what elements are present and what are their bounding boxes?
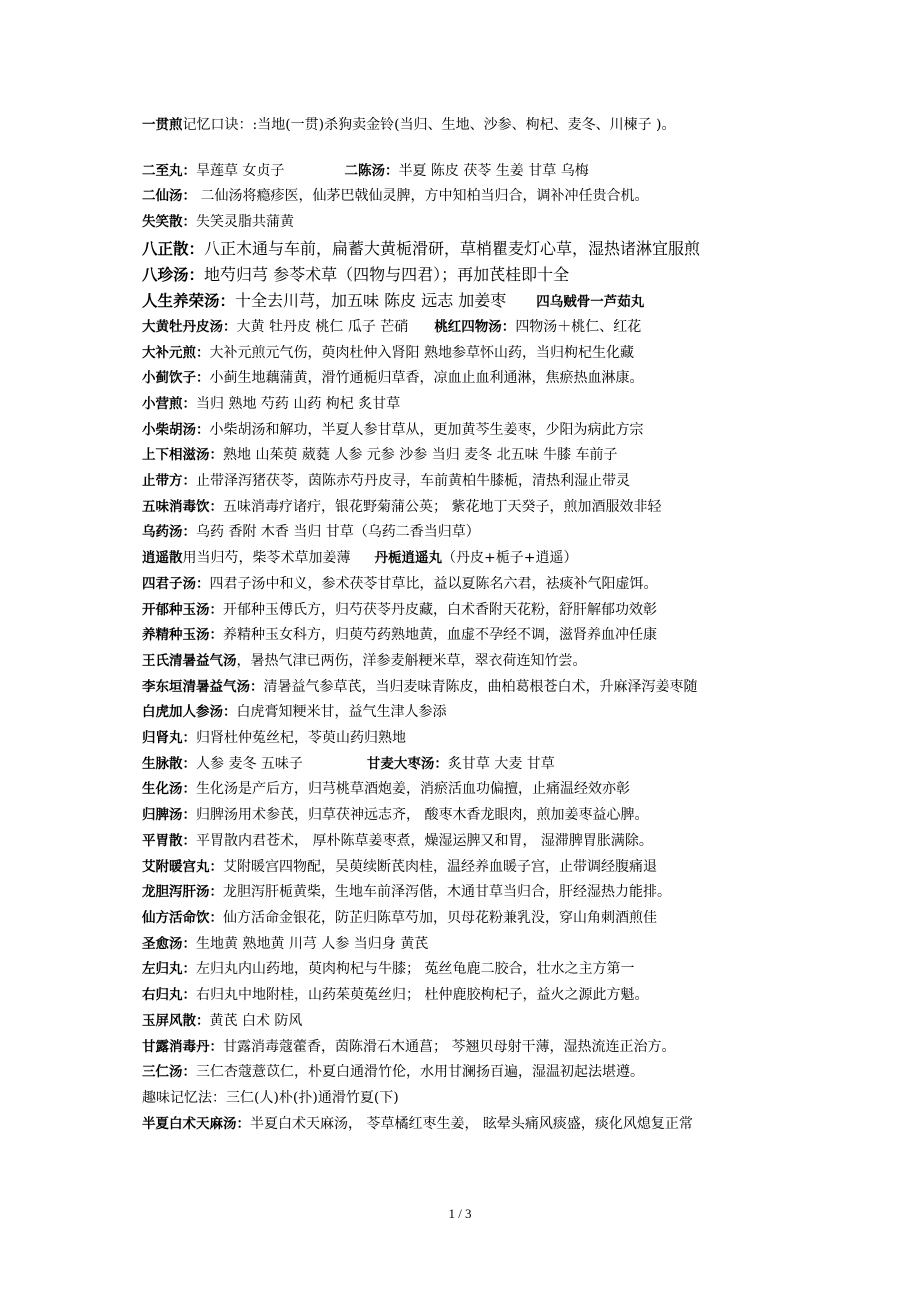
formula-name: 李东垣清暑益气汤： bbox=[142, 678, 264, 695]
formula-text: 龙胆泻肝栀黄柴，生地车前泽泻偕，木通甘草当归合，肝经湿热力能排。 bbox=[223, 884, 671, 901]
line-erzhiwan bbox=[142, 159, 792, 185]
page-number: 1 / 3 bbox=[448, 1206, 472, 1221]
line-shengyutang bbox=[142, 932, 792, 958]
formula-name: 平胃散： bbox=[142, 832, 196, 849]
formula-name: 归肾丸： bbox=[142, 730, 196, 747]
line-xiaojiyinzi bbox=[142, 366, 792, 392]
line-zuoguiwan bbox=[142, 957, 792, 983]
formula-name: 大补元煎： bbox=[142, 344, 210, 361]
formula-name: 止带方： bbox=[142, 473, 196, 490]
line-quweijiyifa bbox=[142, 1086, 792, 1112]
formula-name: 养精种玉汤： bbox=[142, 627, 223, 644]
formula-text: 半夏白术天麻汤， 苓草橘红枣生姜， 眩晕头痛风痰盛，痰化风熄复正常 bbox=[250, 1115, 693, 1132]
formula-text: 十全去川芎，加五味 陈皮 远志 加姜枣 bbox=[235, 290, 507, 310]
formula-name: 左归丸： bbox=[142, 961, 196, 978]
line-baihujiarenshentang bbox=[142, 700, 792, 726]
line-lidongyuanqingshuyiqitang bbox=[142, 675, 792, 701]
line-aifunuangongwan bbox=[142, 855, 792, 881]
formula-name: 失笑散： bbox=[142, 214, 196, 231]
formula-text: 乌药 香附 木香 当归 甘草（乌药二香当归草） bbox=[196, 524, 480, 541]
formula-name: 五味消毒饮： bbox=[142, 498, 223, 515]
formula-name: 二仙汤： bbox=[142, 188, 196, 205]
formula-name: 生化汤： bbox=[142, 781, 196, 798]
formula-text: 四物汤＋桃仁、红花 bbox=[515, 318, 642, 335]
formula-text: 地芍归芎 参苓术草（四物与四君）；再加芪桂即十全 bbox=[204, 264, 570, 284]
formula-text: 用当归芍，柴苓术草加姜薄 bbox=[182, 550, 351, 567]
formula-name: 王氏清暑益气汤 bbox=[142, 652, 237, 669]
formula-text: （丹皮+栀子+逍遥） bbox=[442, 550, 578, 567]
formula-name: 丹栀逍遥丸 bbox=[374, 550, 442, 567]
formula-text: 人参 麦冬 五味子 bbox=[196, 755, 303, 772]
memory-tip-text: 趣味记忆法：三仁(人)朴(扑)通滑竹夏(下) bbox=[142, 1089, 399, 1106]
formula-name: 二陈汤： bbox=[344, 162, 399, 179]
formula-name: 龙胆泻肝汤： bbox=[142, 884, 223, 901]
formula-name: 圣愈汤： bbox=[142, 935, 196, 952]
formula-name: 归脾汤： bbox=[142, 807, 196, 824]
line-wuyaotang bbox=[142, 520, 792, 546]
formula-text: ，暑热气津已两伤，洋参麦斛粳米草，翠衣荷连知竹尝。 bbox=[236, 652, 587, 669]
formula-name: 右归丸： bbox=[142, 987, 196, 1004]
formula-name: 八正散： bbox=[142, 239, 205, 258]
formula-name: 桃红四物汤： bbox=[434, 318, 516, 335]
line-sanrentang bbox=[142, 1060, 792, 1086]
formula-name: 人生养荣汤： bbox=[142, 291, 236, 310]
line-wangshiqingshuyiqitang bbox=[142, 649, 792, 675]
formula-text: 记忆口诀：:当地(一贯)杀狗卖金铃(当归、生地、沙参、枸杞、麦冬、川楝子 )。 bbox=[182, 117, 676, 133]
line-shengmaisan bbox=[142, 752, 792, 778]
line-dabuyuanjian bbox=[142, 341, 792, 367]
line-pingweisan bbox=[142, 829, 792, 855]
formula-text: 小蓟生地藕蒲黄，滑竹通栀归草香，凉血止血利通淋，焦瘀热血淋康。 bbox=[209, 370, 644, 387]
formula-name: 玉屏风散： bbox=[142, 1012, 210, 1029]
line-banxiabaizhutianmatang bbox=[142, 1112, 792, 1138]
formula-name: 生脉散： bbox=[142, 755, 196, 772]
line-renshengyangrongtang bbox=[142, 288, 792, 315]
line-shenghuatang bbox=[142, 777, 792, 803]
formula-text: 五味消毒疗诸疔，银花野菊蒲公英； 紫花地丁天癸子，煎加酒服效非轻 bbox=[223, 498, 662, 515]
document-body bbox=[142, 113, 792, 1137]
formula-text: 熟地 山茱萸 葳蕤 人参 元参 沙参 当归 麦冬 北五味 牛膝 车前子 bbox=[223, 447, 618, 464]
line-kaiyuzhongyutang bbox=[142, 598, 792, 624]
formula-text: 半夏 陈皮 茯苓 生姜 甘草 乌梅 bbox=[398, 162, 589, 179]
line-xiaoyingjian bbox=[142, 392, 792, 418]
formula-text: 四君子汤中和义，参术茯苓甘草比，益以夏陈名六君，祛痰补气阳虚饵。 bbox=[209, 575, 658, 592]
line-ganluxiaodudan bbox=[142, 1035, 792, 1061]
formula-name: 半夏白术天麻汤： bbox=[142, 1115, 250, 1132]
formula-text: 艾附暖宫四物配，吴萸续断芪肉桂，温经养血暖子宫，止带调经腹痛退 bbox=[223, 858, 657, 875]
formula-text: 三仁杏蔻薏苡仁，朴夏白通滑竹伦，水用甘澜扬百遍，湿温初起法堪遵。 bbox=[196, 1064, 644, 1081]
line-xiaoyaosan bbox=[142, 546, 792, 572]
line-yiguanjian bbox=[142, 113, 792, 139]
line-yupingfengsan bbox=[142, 1009, 792, 1035]
formula-name: 艾附暖宫丸： bbox=[142, 858, 223, 875]
line-xiaochaihutang bbox=[142, 418, 792, 444]
formula-name: 小柴胡汤： bbox=[142, 421, 210, 438]
formula-name: 上下相滋汤： bbox=[142, 447, 223, 464]
formula-name: 一贯煎 bbox=[142, 117, 183, 133]
line-youguiwan bbox=[142, 983, 792, 1009]
line-sijunzitang bbox=[142, 572, 792, 598]
formula-text: 大黄 牡丹皮 桃仁 瓜子 芒硝 bbox=[236, 318, 409, 335]
formula-name: 三仁汤： bbox=[142, 1064, 196, 1081]
formula-text: 止带泽泻猪茯苓，茵陈赤芍丹皮寻，车前黄柏牛膝栀，清热利湿止带灵 bbox=[196, 473, 630, 490]
formula-text: 平胃散内君苍术， 厚朴陈草姜枣煮，燥湿运脾又和胃， 湿滞脾胃胀满除。 bbox=[196, 832, 653, 849]
formula-name: 白虎加人参汤： bbox=[142, 704, 237, 721]
formula-name: 甘露消毒丹： bbox=[142, 1038, 223, 1055]
formula-name: 小蓟饮子： bbox=[142, 370, 210, 387]
formula-name: 甘麦大枣汤： bbox=[366, 755, 448, 772]
formula-text: 左归丸内山药地，萸肉枸杞与牛膝； 菟丝龟鹿二胶合，壮水之主方第一 bbox=[196, 961, 635, 978]
line-shangxiangzitang bbox=[142, 443, 792, 469]
line-guipitang bbox=[142, 803, 792, 829]
formula-text: 养精种玉女科方，归萸芍药熟地黄，血虚不孕经不调，滋肾养血冲任康 bbox=[223, 627, 657, 644]
line-dahuangmudanpitang bbox=[142, 315, 792, 341]
formula-name: 小营煎： bbox=[142, 395, 196, 412]
formula-text: 清暑益气参草芪，当归麦味青陈皮，曲柏葛根苍白术，升麻泽泻姜枣随 bbox=[263, 678, 698, 695]
formula-text: 白虎膏知粳米甘，益气生津人参添 bbox=[236, 704, 447, 721]
formula-text: 大补元煎元气伤，萸肉杜仲入肾阳 熟地参草怀山药，当归枸杞生化藏 bbox=[209, 344, 634, 361]
formula-text: 八正木通与车前，扁蓄大黄栀滑研，草梢瞿麦灯心草，湿热诸淋宜服煎 bbox=[204, 238, 701, 258]
formula-text: 黄芪 白术 防风 bbox=[209, 1012, 303, 1029]
formula-name: 四君子汤： bbox=[142, 575, 210, 592]
line-shixiaosan bbox=[142, 210, 792, 236]
formula-text: 生地黄 熟地黄 川芎 人参 当归身 黄芪 bbox=[196, 935, 429, 952]
line-longdanxieganta bbox=[142, 880, 792, 906]
formula-name: 逍遥散 bbox=[142, 550, 183, 567]
line-erxiantang bbox=[142, 184, 792, 210]
line-bazhentang bbox=[142, 262, 792, 288]
formula-text: 小柴胡汤和解功，半夏人参甘草从，更加黄芩生姜枣，少阳为病此方宗 bbox=[209, 421, 644, 438]
formula-name: 开郁种玉汤： bbox=[142, 601, 223, 618]
formula-text: 旱莲草 女贞子 bbox=[196, 162, 285, 179]
formula-text: 生化汤是产后方，归芎桃草酒炮姜，消瘀活血功偏擅，止痛温经效亦彰 bbox=[196, 781, 630, 798]
line-zhidaifang bbox=[142, 469, 792, 495]
line-guishenwan bbox=[142, 726, 792, 752]
formula-name: 八珍汤： bbox=[142, 265, 205, 284]
line-bazhengsan bbox=[142, 236, 792, 262]
formula-text: 甘露消毒蔻藿香，茵陈滑石木通菖； 芩翘贝母射干薄，湿热流连正治方。 bbox=[223, 1038, 676, 1055]
line-yangjingzhongyutang bbox=[142, 623, 792, 649]
formula-text: 失笑灵脂共蒲黄 bbox=[196, 214, 294, 231]
formula-name: 大黄牡丹皮汤： bbox=[142, 318, 237, 335]
formula-text: 仙方活命金银花，防芷归陈草芍加，贝母花粉兼乳没，穿山角刺酒煎佳 bbox=[223, 909, 657, 926]
formula-name: 四乌贼骨一芦茹丸 bbox=[536, 293, 645, 310]
formula-text: 当归 熟地 芍药 山药 枸杞 炙甘草 bbox=[196, 395, 401, 412]
formula-text: 归脾汤用术参芪，归草茯神远志齐， 酸枣木香龙眼肉，煎加姜枣益心脾。 bbox=[196, 807, 649, 824]
line-wuweixiaoduyin bbox=[142, 495, 792, 521]
formula-text: 二仙汤将瘾疹医，仙茅巴戟仙灵脾，方中知柏当归合，调补冲任贵合机。 bbox=[196, 188, 649, 205]
formula-name: 乌药汤： bbox=[142, 524, 196, 541]
line-xianfanghuomingyin bbox=[142, 906, 792, 932]
formula-text: 炙甘草 大麦 甘草 bbox=[447, 755, 555, 772]
formula-name: 仙方活命饮： bbox=[142, 909, 223, 926]
formula-text: 归肾杜仲菟丝杞，苓萸山药归熟地 bbox=[196, 730, 406, 747]
formula-text: 开郁种玉傅氏方，归芍茯苓丹皮藏，白术香附天花粉，舒肝解郁功效彰 bbox=[223, 601, 657, 618]
formula-name: 二至丸： bbox=[142, 162, 196, 179]
formula-text: 右归丸中地附桂，山药茱萸菟丝归； 杜仲鹿胶枸杞子，益火之源此方魁。 bbox=[196, 987, 649, 1004]
